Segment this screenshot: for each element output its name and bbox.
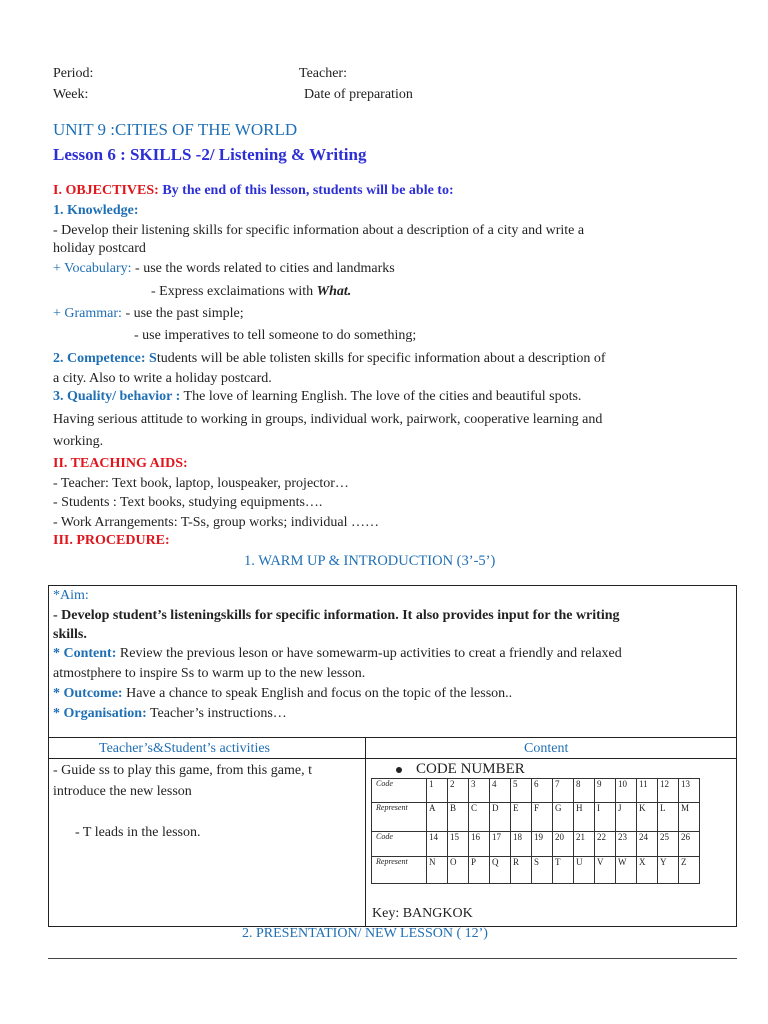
code-table-row xyxy=(372,779,700,803)
footer-line xyxy=(48,958,737,959)
activity-line-2: introduce the new lesson xyxy=(53,784,192,799)
activity-line-1: - Guide ss to play this game, from this game, t xyxy=(53,763,312,778)
code-cell: H xyxy=(574,803,595,832)
knowledge-heading: 1. Knowledge: xyxy=(53,203,139,218)
teaching-aids-heading: II. TEACHING AIDS: xyxy=(53,456,188,471)
quality-line-3: working. xyxy=(53,434,104,449)
organisation-label: * Organisation: xyxy=(53,706,147,721)
quality-text: The love of learning English. The love of the cities and beautiful spots. xyxy=(180,389,582,404)
grammar-text: - use the past simple; xyxy=(121,306,244,321)
vocabulary-text: - use the words related to cities and landmarks xyxy=(131,261,395,276)
code-cell: 10 xyxy=(616,779,637,803)
aim-line-2: skills. xyxy=(53,627,87,642)
knowledge-line-1: - Develop their listening skills for specific information about a description of a city and write a xyxy=(53,223,585,238)
competence-line xyxy=(53,350,606,368)
grammar-label: + Grammar: xyxy=(53,306,122,321)
header-content: Content xyxy=(524,741,569,756)
objectives-heading: I. OBJECTIVES: xyxy=(53,183,159,198)
aim-line-1: - Develop student’s listeningskills for specific information. It also provides input for the writing xyxy=(53,608,620,623)
code-cell: T xyxy=(553,857,574,884)
vocabulary-label: + Vocabulary: xyxy=(53,261,132,276)
code-row-label: Code xyxy=(372,832,427,857)
outcome-line xyxy=(53,685,512,703)
code-cell: S xyxy=(532,857,553,884)
week-label: Week: xyxy=(53,87,89,102)
vocabulary-what: What. xyxy=(316,284,352,299)
activity-line-3: - T leads in the lesson. xyxy=(75,825,201,840)
objectives-heading-line xyxy=(53,182,454,200)
key-answer: Key: BANGKOK xyxy=(372,906,473,921)
knowledge-line-2: holiday postcard xyxy=(53,241,146,256)
code-cell: W xyxy=(616,857,637,884)
vocabulary-line-2 xyxy=(151,283,351,301)
code-cell: 26 xyxy=(679,832,700,857)
code-cell: G xyxy=(553,803,574,832)
lesson-title: Lesson 6 : SKILLS -2/ Listening & Writing xyxy=(53,145,367,164)
code-cell: O xyxy=(448,857,469,884)
content-line xyxy=(53,645,622,663)
code-cell: 21 xyxy=(574,832,595,857)
code-table-row xyxy=(372,803,700,832)
code-cell: P xyxy=(469,857,490,884)
code-cell: 25 xyxy=(658,832,679,857)
procedure-heading: III. PROCEDURE: xyxy=(53,533,170,548)
vocabulary-line xyxy=(53,260,395,278)
code-cell: 8 xyxy=(574,779,595,803)
code-cell: 3 xyxy=(469,779,490,803)
code-cell: Z xyxy=(679,857,700,884)
competence-line-2: a city. Also to write a holiday postcard. xyxy=(53,371,272,386)
code-cell: V xyxy=(595,857,616,884)
code-cell: 18 xyxy=(511,832,532,857)
code-cell: B xyxy=(448,803,469,832)
vocabulary-line-2-text: - Express exclaimations with xyxy=(151,284,317,299)
code-cell: L xyxy=(658,803,679,832)
code-cell: 24 xyxy=(637,832,658,857)
bullet-icon xyxy=(396,767,402,773)
code-row-label: Code xyxy=(372,779,427,803)
teaching-aids-line-2: - Students : Text books, studying equipments…. xyxy=(53,495,323,510)
code-cell: 15 xyxy=(448,832,469,857)
code-cell: 5 xyxy=(511,779,532,803)
code-cell: 4 xyxy=(490,779,511,803)
content-line-2: atmostphere to inspire Ss to warm up to the new lesson. xyxy=(53,666,366,681)
code-cell: 16 xyxy=(469,832,490,857)
code-cell: 9 xyxy=(595,779,616,803)
table-divider-1 xyxy=(48,737,737,738)
code-cell: I xyxy=(595,803,616,832)
content-label: * Content: xyxy=(53,646,117,661)
table-divider-2 xyxy=(48,758,737,759)
code-cell: 2 xyxy=(448,779,469,803)
code-table-row xyxy=(372,857,700,884)
header-activities: Teacher’s&Student’s activities xyxy=(99,741,270,756)
objectives-intro: By the end of this lesson, students will be able to: xyxy=(162,183,454,198)
organisation-text: Teacher’s instructions… xyxy=(146,706,287,721)
code-cell: 13 xyxy=(679,779,700,803)
code-cell: D xyxy=(490,803,511,832)
presentation-title: 2. PRESENTATION/ NEW LESSON ( 12’) xyxy=(242,926,488,941)
code-cell: 17 xyxy=(490,832,511,857)
competence-text: tudents will be able tolisten skills for specific information about a description of xyxy=(156,351,606,366)
code-cell: 7 xyxy=(553,779,574,803)
code-number-text: CODE NUMBER xyxy=(416,761,525,777)
teaching-aids-line-1: - Teacher: Text book, laptop, louspeaker, projector… xyxy=(53,476,349,491)
content-text: Review the previous leson or have somewarm-up activities to creat a friendly and relaxed xyxy=(116,646,622,661)
code-cell: 1 xyxy=(427,779,448,803)
code-table xyxy=(371,778,700,884)
table-column-divider xyxy=(365,737,366,927)
code-number-title xyxy=(396,760,525,778)
code-cell: 12 xyxy=(658,779,679,803)
teaching-aids-line-3: - Work Arrangements: T-Ss, group works; individual …… xyxy=(53,515,380,530)
code-cell: U xyxy=(574,857,595,884)
code-table-row xyxy=(372,832,700,857)
code-cell: 23 xyxy=(616,832,637,857)
code-cell: 11 xyxy=(637,779,658,803)
code-row-label: Represent xyxy=(372,857,427,884)
code-cell: 20 xyxy=(553,832,574,857)
quality-line-2: Having serious attitude to working in groups, individual work, pairwork, cooperative learning and xyxy=(53,412,603,427)
code-cell: A xyxy=(427,803,448,832)
code-cell: Q xyxy=(490,857,511,884)
outcome-label: * Outcome: xyxy=(53,686,123,701)
period-label: Period: xyxy=(53,66,94,81)
grammar-line-2: - use imperatives to tell someone to do something; xyxy=(134,328,417,343)
code-cell: X xyxy=(637,857,658,884)
code-cell: F xyxy=(532,803,553,832)
code-cell: K xyxy=(637,803,658,832)
code-cell: J xyxy=(616,803,637,832)
code-cell: 14 xyxy=(427,832,448,857)
warmup-title: 1. WARM UP & INTRODUCTION (3’-5’) xyxy=(244,553,496,569)
teacher-label: Teacher: xyxy=(299,66,347,81)
outcome-text: Have a chance to speak English and focus on the topic of the lesson.. xyxy=(122,686,513,701)
code-cell: 19 xyxy=(532,832,553,857)
code-cell: C xyxy=(469,803,490,832)
code-cell: 22 xyxy=(595,832,616,857)
code-cell: R xyxy=(511,857,532,884)
code-cell: M xyxy=(679,803,700,832)
code-cell: E xyxy=(511,803,532,832)
grammar-line xyxy=(53,305,244,323)
date-prep-label: Date of preparation xyxy=(304,87,413,102)
code-cell: 6 xyxy=(532,779,553,803)
code-row-label: Represent xyxy=(372,803,427,832)
organisation-line xyxy=(53,705,287,723)
competence-label: 2. Competence: S xyxy=(53,351,157,366)
quality-line xyxy=(53,388,581,406)
unit-title: UNIT 9 :CITIES OF THE WORLD xyxy=(53,120,298,139)
code-cell: N xyxy=(427,857,448,884)
aim-label: *Aim: xyxy=(53,588,89,603)
code-cell: Y xyxy=(658,857,679,884)
quality-label: 3. Quality/ behavior : xyxy=(53,389,181,404)
